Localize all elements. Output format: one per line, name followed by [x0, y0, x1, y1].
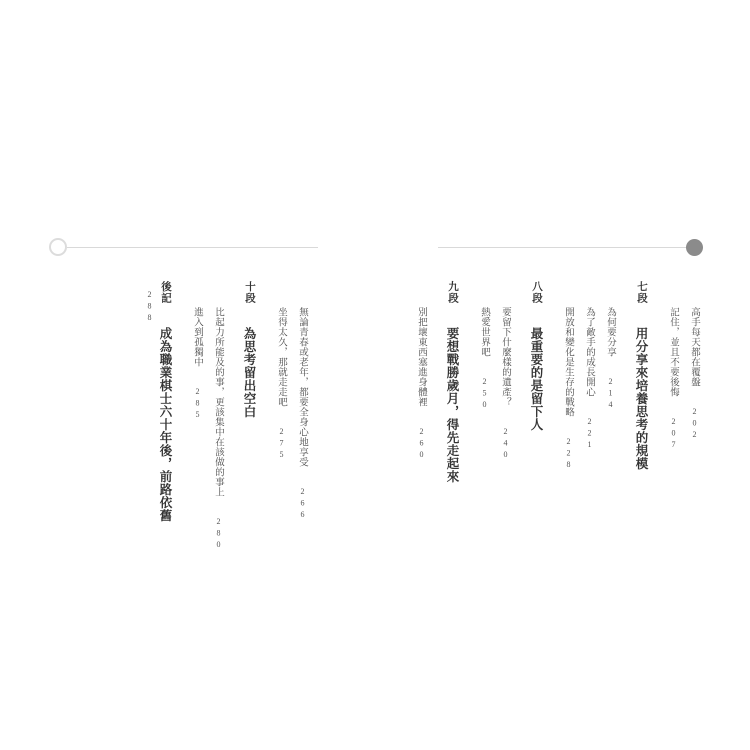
section-label: 九段 [447, 281, 458, 304]
toc-item [667, 281, 679, 561]
toc-item [191, 281, 203, 561]
item-title: 熱愛世界吧 [479, 307, 489, 357]
item-title: 高手每天都在覆盤 [689, 307, 699, 387]
toc-left-page [125, 281, 308, 561]
toc-section-heading-7dan [633, 281, 649, 561]
section-title: 要想戰勝歲月，得先走起來 [445, 327, 459, 483]
toc-item [583, 281, 595, 561]
toc-item [688, 281, 700, 561]
section-title: 最重要的是留下人 [529, 327, 543, 431]
page-number: 285 [193, 386, 202, 421]
outlined-circle-icon [49, 238, 67, 256]
toc-item [562, 281, 574, 561]
toc-item [478, 281, 490, 561]
page-number: 214 [606, 376, 615, 411]
right-page-divider-line [438, 247, 688, 248]
toc-section-heading-9dan [444, 281, 460, 561]
toc-section-heading-8dan [528, 281, 544, 561]
section-title: 用分享來培養思考的規模 [634, 327, 648, 470]
item-title: 開放和變化是生存的戰略 [563, 307, 573, 417]
item-title: 記住，並且不要後悔 [668, 307, 678, 397]
page-number: 228 [564, 436, 573, 471]
page-number: 202 [690, 406, 699, 441]
item-title: 坐得太久，那就走走吧 [276, 307, 286, 407]
page-number: 221 [585, 416, 594, 451]
toc-item [275, 281, 287, 561]
item-title: 無論青春或老年，都要全身心地享受 [297, 307, 307, 467]
item-title: 為何要分享 [605, 307, 615, 357]
section-label: 十段 [244, 281, 255, 304]
item-title: 進入到孤獨中 [192, 307, 202, 367]
page-number: 250 [480, 376, 489, 411]
toc-item [604, 281, 616, 561]
section-label: 七段 [636, 281, 647, 304]
toc-section-heading-epilogue [142, 281, 173, 561]
item-title: 比起力所能及的事，更該集中在該做的事上 [213, 307, 223, 497]
left-page-divider-line [67, 247, 318, 248]
item-title: 別把壞東西塞進身體裡 [416, 307, 426, 407]
toc-item [212, 281, 224, 561]
section-label: 後記 [160, 281, 171, 304]
section-title: 成為職業棋士六十年後，前路依舊 [158, 327, 172, 522]
page-number: 280 [214, 516, 223, 551]
toc-right-page [406, 281, 700, 561]
toc-item [415, 281, 427, 561]
toc-item [499, 281, 511, 561]
toc-item [296, 281, 308, 561]
section-label: 八段 [531, 281, 542, 304]
page-number: 240 [501, 426, 510, 461]
filled-circle-icon [686, 239, 703, 256]
page-number: 260 [417, 426, 426, 461]
toc-section-heading-10dan [241, 281, 257, 561]
page-number: 207 [669, 416, 678, 451]
item-title: 為了敵手的成長開心 [584, 307, 594, 397]
page-number: 266 [298, 486, 307, 521]
item-title: 要留下什麼樣的遺產？ [500, 307, 510, 407]
page-number: 275 [277, 426, 286, 461]
page-number: 288 [145, 290, 154, 325]
section-title: 為思考留出空白 [242, 327, 256, 418]
